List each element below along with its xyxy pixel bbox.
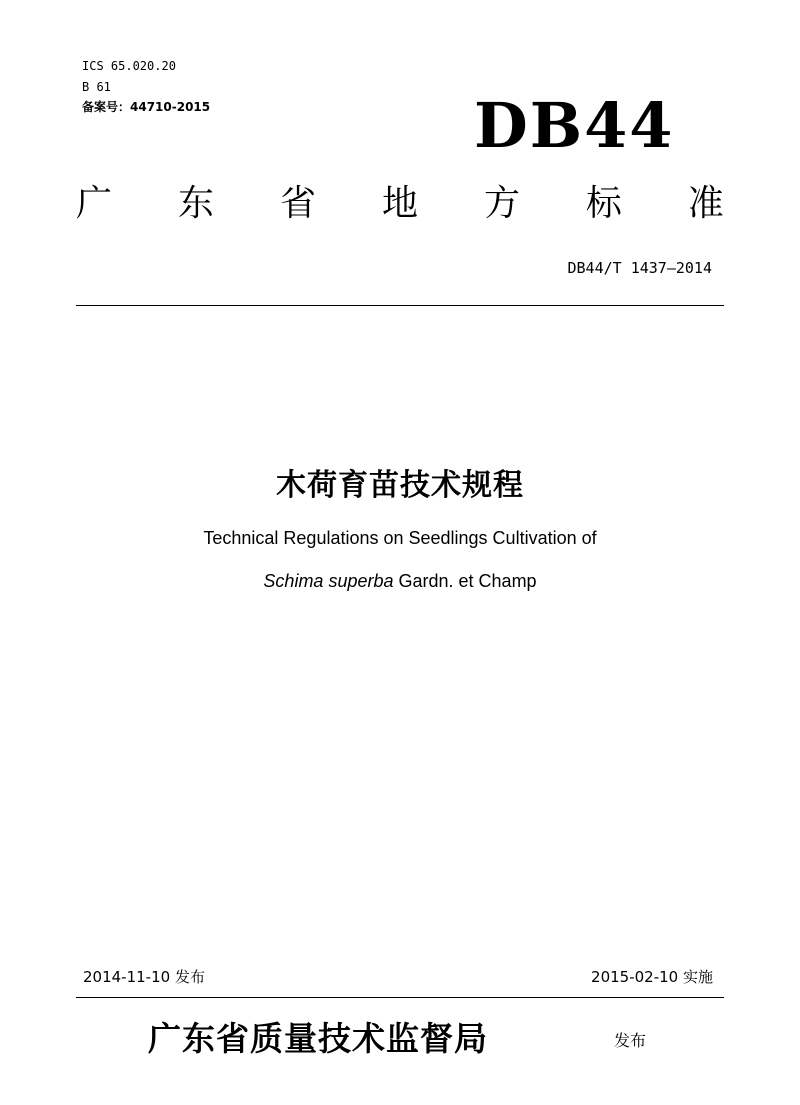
- document-title-english-line2: [0, 569, 800, 593]
- author-citation: Gardn. et Champ: [393, 571, 537, 591]
- standard-type-char: 标: [585, 183, 622, 224]
- top-divider: [76, 305, 724, 306]
- ics-code: ICS 65.020.20: [82, 59, 176, 73]
- standard-number: DB44/T 1437—2014: [567, 259, 712, 277]
- ccs-code: B 61: [82, 80, 111, 94]
- document-title-english-line1: Technical Regulations on Seedlings Cultivation of: [203, 528, 597, 548]
- issue-date: 2014-11-10 发布: [83, 968, 205, 986]
- standard-type-char: 广: [76, 183, 113, 224]
- standard-code: DB44: [474, 89, 675, 162]
- scientific-name: Schima superba: [263, 571, 394, 591]
- standard-type-char: 地: [381, 183, 418, 224]
- bottom-divider: [76, 997, 724, 998]
- standard-type-heading: [76, 180, 724, 228]
- issuing-authority: 广东省质量技术监督局: [148, 1019, 488, 1058]
- implementation-date: 2015-02-10 实施: [591, 968, 713, 986]
- standard-type-char: 准: [687, 183, 724, 224]
- document-title-chinese: 木荷育苗技术规程: [276, 468, 524, 503]
- standard-type-char: 方: [483, 183, 520, 224]
- record-number: 备案号：44710-2015: [82, 100, 211, 114]
- standard-type-char: 省: [279, 183, 316, 224]
- issuer-action: 发布: [614, 1031, 647, 1050]
- standard-type-char: 东: [177, 183, 214, 224]
